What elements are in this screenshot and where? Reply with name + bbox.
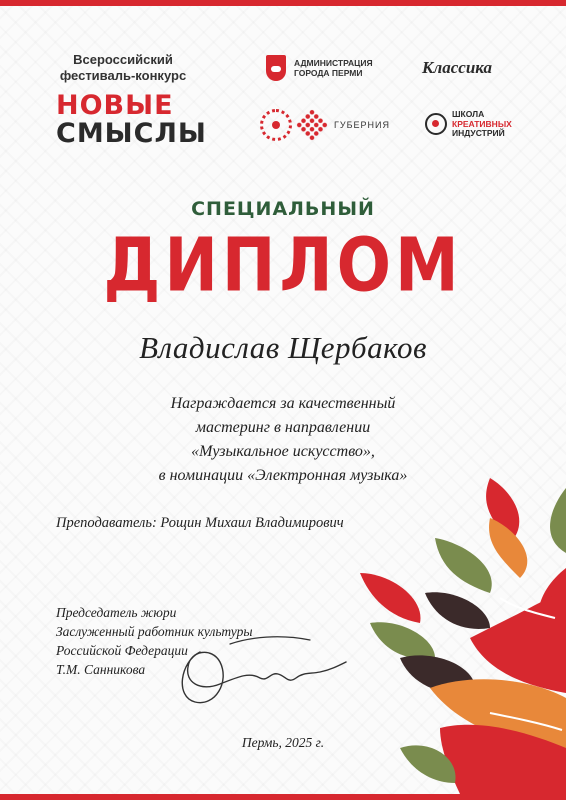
award-line-3: «Музыкальное искусство»,	[191, 443, 375, 460]
school-line-2: КРЕАТИВНЫХ	[452, 118, 512, 129]
chair-line-2: Заслуженный работник культуры	[56, 624, 253, 639]
festival-line-2: фестиваль-конкурс	[59, 68, 187, 83]
admin-line-1: АДМИНИСТРАЦИЯ	[294, 58, 373, 68]
headphones-icon	[425, 113, 447, 135]
chair-line-1: Председатель жюри	[56, 605, 177, 620]
sun-ornament-icon	[260, 109, 292, 141]
festival-line-1: Всероссийский	[73, 52, 173, 67]
diamond-dots-icon	[295, 108, 329, 142]
festival-wordmark	[48, 90, 207, 149]
top-red-band	[0, 0, 566, 6]
klassika-logo-text: Классика	[422, 58, 492, 77]
gubernia-label: ГУБЕРНИЯ	[334, 120, 390, 130]
award-line-4: в номинации «Электронная музыка»	[158, 467, 408, 484]
award-line-1: Награждается за качественный	[170, 395, 396, 412]
school-line-1: ШКОЛА	[452, 109, 485, 119]
chair-line-4: Т.М. Санникова	[56, 662, 146, 677]
school-line-3: ИНДУСТРИЙ	[452, 128, 505, 138]
teacher-line: Преподаватель: Рощин Михаил Владимирович	[56, 515, 344, 531]
partner-creative-school	[425, 110, 512, 139]
diploma-title: ДИПЛОМ	[103, 224, 463, 310]
festival-wordmark-1: НОВЫЕ	[56, 90, 174, 121]
festival-logo	[48, 52, 207, 149]
special-title: СПЕЦИАЛЬНЫЙ	[191, 198, 375, 220]
chair-line-3: Российской Федерации	[56, 643, 188, 658]
partner-klassika	[422, 58, 492, 78]
bottom-red-band	[0, 794, 566, 800]
partner-gubernia	[260, 109, 390, 141]
recipient-name: Владислав Щербаков	[139, 330, 427, 365]
place-and-year: Пермь, 2025 г.	[241, 735, 325, 750]
perm-coat-of-arms-icon	[266, 55, 286, 81]
partner-perm-administration	[266, 55, 373, 81]
award-line-2: мастеринг в направлении	[195, 419, 371, 436]
floral-ornament	[340, 448, 566, 794]
admin-line-2: ГОРОДА ПЕРМИ	[294, 68, 363, 78]
handwritten-signature	[160, 622, 350, 717]
festival-wordmark-2: СМЫСЛЫ	[56, 118, 207, 149]
